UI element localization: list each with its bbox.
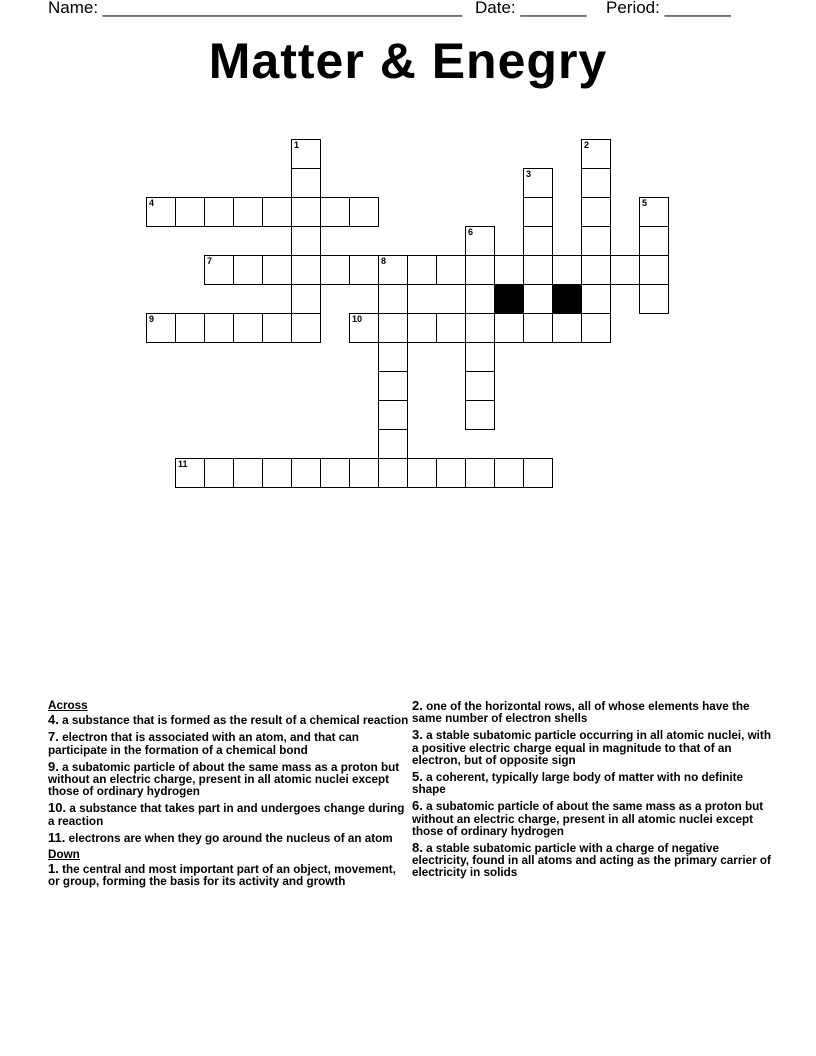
clue-item-number: 11. xyxy=(48,829,66,845)
crossword-cell[interactable] xyxy=(523,284,553,314)
clue-item-text: a stable subatomic particle with a charge of negative electricity, found in all atoms and acting as the primary carrier of electricity in solids xyxy=(412,842,771,880)
crossword-cell[interactable] xyxy=(320,255,350,285)
date-field[interactable]: Date: _______ xyxy=(475,0,587,17)
crossword-cell[interactable] xyxy=(378,255,408,285)
clue-number: 3 xyxy=(526,169,532,179)
name-field[interactable]: Name: ______________________________________ xyxy=(48,0,463,17)
clue-number: 5 xyxy=(642,198,648,208)
clue-number: 1 xyxy=(294,140,300,150)
crossword-cell[interactable] xyxy=(581,226,611,256)
crossword-cell[interactable] xyxy=(204,458,234,488)
crossword-cell[interactable] xyxy=(436,313,466,343)
clue-item xyxy=(48,863,410,888)
clue-item-text: a substance that takes part in and undergoes change during a reaction xyxy=(48,802,405,828)
crossword-cell[interactable] xyxy=(146,197,176,227)
crossword-cell[interactable] xyxy=(552,255,582,285)
clue-number: 8 xyxy=(381,256,387,266)
clue-number: 4 xyxy=(149,198,155,208)
page-title: Matter & Enegry xyxy=(208,33,608,89)
crossword-cell[interactable] xyxy=(552,313,582,343)
clue-item-number: 8. xyxy=(412,840,423,856)
clue-item-text: a subatomic particle of about the same mass as a proton but without an electric charge, present in all atomic nuclei except those of ordinary hydrogen xyxy=(48,760,400,799)
crossword-cell[interactable] xyxy=(291,284,321,314)
crossword-cell[interactable] xyxy=(291,255,321,285)
clue-item-number: 10. xyxy=(48,800,67,816)
clue-item-text: electron that is associated with an atom, and that can participate in the formation of a chemical bond xyxy=(48,731,359,757)
clue-item-text: a coherent, typically large body of matter with no definite shape xyxy=(412,771,744,797)
crossword-cell[interactable] xyxy=(291,458,321,488)
clue-item xyxy=(412,771,774,796)
crossword-cell[interactable] xyxy=(378,371,408,401)
clue-item-number: 1. xyxy=(48,861,59,877)
clue-item-number: 6. xyxy=(412,798,423,814)
crossword-cell[interactable] xyxy=(262,197,292,227)
crossword-cell[interactable] xyxy=(349,458,379,488)
clue-item xyxy=(48,714,410,727)
crossword-cell[interactable] xyxy=(581,139,611,169)
crossword-cell[interactable] xyxy=(204,197,234,227)
crossword-cell[interactable] xyxy=(175,313,205,343)
crossword-cell[interactable] xyxy=(523,255,553,285)
clue-item-text: electrons are when they go around the nucleus of an atom xyxy=(65,831,393,845)
crossword-cell[interactable] xyxy=(378,429,408,459)
clue-number: 11 xyxy=(178,459,188,469)
crossword-cell[interactable] xyxy=(262,313,292,343)
crossword-grid xyxy=(0,0,816,520)
black-square xyxy=(494,284,524,314)
crossword-cell[interactable] xyxy=(349,197,379,227)
crossword-cell[interactable] xyxy=(436,255,466,285)
clue-item xyxy=(412,729,774,767)
crossword-cell[interactable] xyxy=(291,313,321,343)
crossword-cell[interactable] xyxy=(581,168,611,198)
crossword-cell[interactable] xyxy=(233,255,263,285)
crossword-cell[interactable] xyxy=(610,255,640,285)
crossword-cell[interactable] xyxy=(494,313,524,343)
clue-item xyxy=(412,842,774,880)
crossword-cell[interactable] xyxy=(378,342,408,372)
clue-item-number: 2. xyxy=(412,698,423,713)
crossword-cell[interactable] xyxy=(378,313,408,343)
crossword-cell[interactable] xyxy=(639,255,669,285)
crossword-cell[interactable] xyxy=(465,284,495,314)
clue-item-number: 3. xyxy=(412,727,423,743)
crossword-cell[interactable] xyxy=(639,197,669,227)
crossword-cell[interactable] xyxy=(523,313,553,343)
crossword-cell[interactable] xyxy=(465,313,495,343)
crossword-cell[interactable] xyxy=(349,255,379,285)
across-heading: Across xyxy=(48,699,88,712)
clue-item xyxy=(412,800,774,838)
crossword-cell[interactable] xyxy=(523,197,553,227)
clue-item-text: a subatomic particle of about the same mass as a proton but without an electric charge, present in all atomic nuclei except those of ordinary hydrogen xyxy=(412,800,764,838)
crossword-cell[interactable] xyxy=(378,400,408,430)
crossword-cell[interactable] xyxy=(291,226,321,256)
clue-item xyxy=(48,731,410,756)
crossword-cell[interactable] xyxy=(378,458,408,488)
clue-number: 10 xyxy=(352,314,363,324)
clue-number: 9 xyxy=(149,314,155,324)
crossword-cell[interactable] xyxy=(320,458,350,488)
clue-item-text: a substance that is formed as the result of a chemical reaction xyxy=(58,714,409,728)
crossword-cell[interactable] xyxy=(465,342,495,372)
black-square xyxy=(552,284,582,314)
crossword-cell[interactable] xyxy=(291,168,321,198)
crossword-cell[interactable] xyxy=(291,139,321,169)
clue-item-text: a stable subatomic particle occurring in all atomic nuclei, with a positive electric charge equal in magnitude to that of an electron, but of opposite sign xyxy=(412,729,771,767)
crossword-cell[interactable] xyxy=(523,226,553,256)
crossword-cell[interactable] xyxy=(465,400,495,430)
crossword-cell[interactable] xyxy=(494,255,524,285)
crossword-cell[interactable] xyxy=(465,255,495,285)
crossword-cell[interactable] xyxy=(523,458,553,488)
clue-item-text: the central and most important part of an object, movement, or group, forming the basis for its activity and growth xyxy=(48,863,396,889)
crossword-cell[interactable] xyxy=(581,197,611,227)
crossword-cell[interactable] xyxy=(639,284,669,314)
crossword-cell[interactable] xyxy=(320,197,350,227)
crossword-cell[interactable] xyxy=(175,458,205,488)
crossword-cell[interactable] xyxy=(639,226,669,256)
crossword-cell[interactable] xyxy=(407,255,437,285)
crossword-cell[interactable] xyxy=(465,371,495,401)
crossword-cell[interactable] xyxy=(581,284,611,314)
clue-item-number: 9. xyxy=(48,758,59,774)
crossword-cell[interactable] xyxy=(465,458,495,488)
crossword-cell[interactable] xyxy=(204,255,234,285)
across-clue-list xyxy=(48,714,410,845)
clue-item-text: one of the horizontal rows, all of whose elements have the same number of electron shells xyxy=(412,700,750,726)
period-field[interactable]: Period: _______ xyxy=(606,0,731,17)
clues-left-column xyxy=(48,700,410,893)
crossword-cell[interactable] xyxy=(291,197,321,227)
crossword-cell[interactable] xyxy=(581,313,611,343)
crossword-cell[interactable] xyxy=(262,255,292,285)
clue-item-number: 7. xyxy=(48,729,59,745)
crossword-cell[interactable] xyxy=(407,458,437,488)
clue-item xyxy=(48,758,410,799)
crossword-cell[interactable] xyxy=(523,168,553,198)
clue-number: 7 xyxy=(207,256,213,266)
clues-right-column xyxy=(412,700,774,884)
crossword-cell[interactable] xyxy=(378,284,408,314)
crossword-cell[interactable] xyxy=(175,197,205,227)
crossword-cell[interactable] xyxy=(465,226,495,256)
crossword-cell[interactable] xyxy=(262,458,292,488)
crossword-cell[interactable] xyxy=(204,313,234,343)
crossword-cell[interactable] xyxy=(581,255,611,285)
crossword-cell[interactable] xyxy=(349,313,379,343)
clue-number: 6 xyxy=(468,227,474,237)
down-heading: Down xyxy=(48,848,80,862)
clue-item xyxy=(48,802,410,827)
crossword-cell[interactable] xyxy=(407,313,437,343)
clue-item-number: 5. xyxy=(412,769,423,785)
clue-item-number: 4. xyxy=(48,712,59,728)
down-clue-list-start xyxy=(48,863,410,888)
crossword-cell[interactable] xyxy=(233,197,263,227)
crossword-cell[interactable] xyxy=(146,313,176,343)
crossword-cell[interactable] xyxy=(233,313,263,343)
clue-item xyxy=(48,829,410,845)
clue-item xyxy=(412,700,774,725)
crossword-cell[interactable] xyxy=(233,458,263,488)
clue-number: 2 xyxy=(584,140,590,150)
down-clue-list-continued xyxy=(412,700,774,880)
crossword-cell[interactable] xyxy=(436,458,466,488)
crossword-cell[interactable] xyxy=(494,458,524,488)
